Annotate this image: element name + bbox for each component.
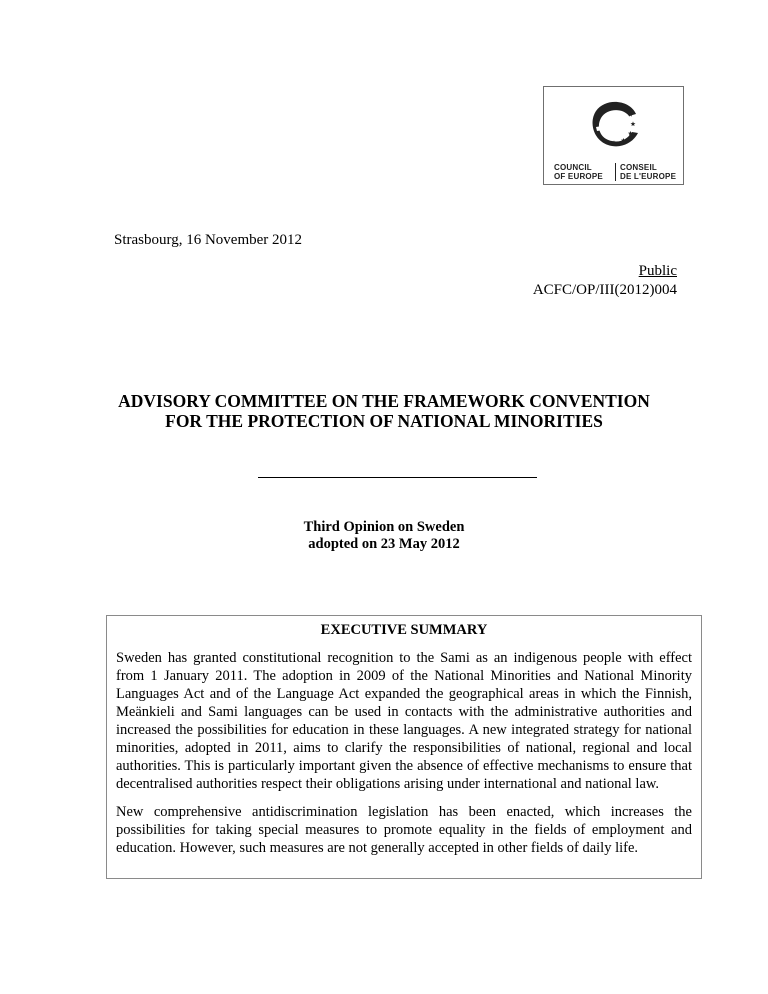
opinion-line-2: adopted on 23 May 2012 [308,536,460,552]
title-line-1: ADVISORY COMMITTEE ON THE FRAMEWORK CONVENTION [118,391,650,411]
title-line-2: FOR THE PROTECTION OF NATIONAL MINORITIES [165,411,603,431]
classification-label: Public [638,263,677,279]
logo-fr-line1: CONSEIL [620,163,657,172]
summary-paragraph-1: Sweden has granted constitutional recognition to the Sami as an indigenous people with effect from 1 January 2011. The adoption in 2009 of the National Minorities and National Minority Languages Act and of the Language Act expanded the geographical areas in which the Finnish, Meänkieli and Sami languages can be used in contacts with the administrative authorities and increased the possibilities for education in these languages. A new integrated strategy for national minorities, adopted in 2011, aims to clarify the responsibilities of national, regional and local authorities. This is particularly important given the absence of effective mechanisms to ensure that decentralised authorities respect their obligations arising under international and national law. [116,650,692,792]
logo-en-line1: COUNCIL [554,163,592,172]
separator-rule [258,477,537,478]
document-reference: ACFC/OP/III(2012)004 [532,282,677,298]
council-of-europe-logo [543,86,684,185]
opinion-title [60,519,708,553]
logo-text-french [620,163,676,181]
summary-paragraph-2: New comprehensive antidiscrimination legislation has been enacted, which increases the possibilities for taking special measures to promote equality in the fields of employment and education. However, such measures are not generally accepted in other fields of daily life. [116,804,692,856]
logo-en-line2: OF EUROPE [554,172,603,181]
document-title [60,391,708,431]
logo-divider [615,163,616,181]
logo-text-english [554,163,603,181]
summary-heading: EXECUTIVE SUMMARY [320,622,488,638]
logo-fr-line2: DE L'EUROPE [620,172,677,181]
council-of-europe-stars-logo-icon [544,87,685,163]
opinion-line-1: Third Opinion on Sweden [303,519,465,535]
executive-summary-box [106,615,702,879]
place-date: Strasbourg, 16 November 2012 [114,232,303,248]
